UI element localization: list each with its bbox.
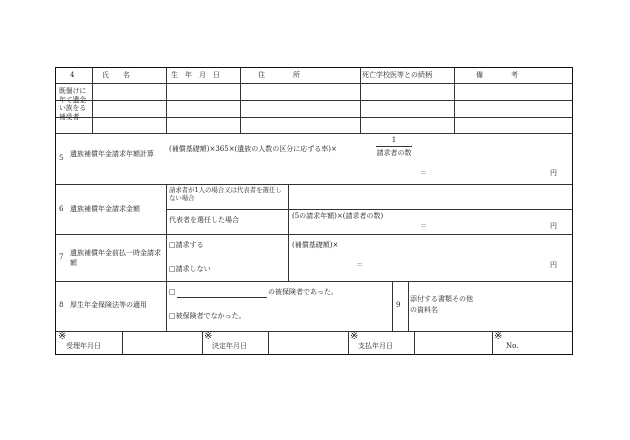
col-divider (492, 331, 493, 354)
col-divider (240, 68, 241, 133)
reference-mark: ※ (58, 331, 67, 342)
fraction-line (376, 146, 412, 147)
option-claim-checkbox[interactable]: □請求する (169, 241, 204, 249)
annual-pension-calc-label: 遺族補償年金請求年額計算 (70, 150, 154, 158)
reference-mark: ※ (350, 331, 359, 342)
row-divider (56, 100, 572, 101)
insurance-name-blank (177, 297, 267, 298)
yen-unit: 円 (550, 222, 557, 230)
payment-date-label: 支払年月日 (358, 342, 393, 350)
row-number: 4 (70, 71, 75, 79)
decision-date-label: 決定年月日 (212, 342, 247, 350)
row-number: 5 (59, 154, 64, 162)
col-divider (360, 68, 361, 133)
row-number: 9 (396, 301, 401, 309)
row-divider (56, 234, 572, 235)
equals-sign: ＝ (420, 169, 427, 177)
col-divider (414, 331, 415, 354)
fraction-denominator: 請求者の数 (376, 149, 412, 157)
lump-sum-claim-label: 遺族補償年金前払一時金請求額 (70, 249, 161, 267)
header-name: 氏 名 (102, 71, 130, 79)
yen-unit: 円 (550, 169, 557, 177)
attached-documents-label: 添付する書類その他の資料名 (410, 295, 473, 314)
col-divider (92, 68, 93, 133)
row-number: 7 (59, 253, 64, 261)
col-divider (166, 68, 167, 133)
single-claimant-case: 請求者が1人の場合又は代表者を選任しない場合 (169, 186, 282, 202)
row-divider (56, 184, 572, 185)
fraction-numerator: 1 (391, 136, 397, 144)
col-divider (288, 184, 289, 281)
beneficiaries-label: 既個けに年て遺金い族をる補受者 (59, 87, 87, 121)
row-divider (56, 117, 572, 118)
row-divider (166, 209, 572, 210)
row6-formula: (5の請求年額)×(請求者の数) (292, 212, 384, 220)
representative-case: 代表者を選任した場合 (169, 216, 239, 224)
pension-insurance-label: 厚生年金保険法等の適用 (70, 301, 147, 309)
row5-formula: (補償基礎額)×365×(遺族の人数の区分に応ずる率)× (169, 145, 337, 153)
insured-text: の被保険者であった。 (268, 288, 338, 296)
col-divider (408, 281, 409, 331)
yen-unit: 円 (550, 261, 557, 269)
col-divider (454, 68, 455, 133)
header-date-of-birth: 生 年 月 日 (171, 71, 220, 79)
option-no-claim-checkbox[interactable]: □請求しない (169, 265, 211, 273)
row-divider (56, 133, 572, 134)
header-remarks: 備 考 (476, 71, 518, 79)
col-divider (166, 184, 167, 331)
reference-mark: ※ (494, 331, 503, 342)
received-date-label: 受理年月日 (66, 342, 101, 350)
row-number: 6 (59, 205, 64, 213)
equals-sign: ＝ (420, 222, 427, 230)
option-not-insured-checkbox[interactable]: □被保険者でなかった。 (169, 312, 246, 320)
reference-mark: ※ (204, 331, 213, 342)
col-divider (268, 331, 269, 354)
row-divider (56, 83, 572, 84)
row-divider (56, 281, 572, 282)
row7-formula: (補償基礎額)× (292, 241, 339, 249)
col-divider (348, 331, 349, 354)
col-divider (122, 331, 123, 354)
row-number: 8 (59, 301, 64, 309)
header-relation: 死亡学校医等との続柄 (362, 71, 432, 79)
equals-sign: ＝ (356, 261, 363, 269)
option-insured-checkbox[interactable]: □ (169, 288, 176, 296)
col-divider (392, 281, 393, 331)
claim-form-table (55, 67, 573, 355)
pension-claim-amount-label: 遺族補償年金請求金額 (70, 205, 140, 213)
header-address: 住 所 (258, 71, 300, 79)
col-divider (202, 331, 203, 354)
number-label: No. (506, 342, 519, 350)
